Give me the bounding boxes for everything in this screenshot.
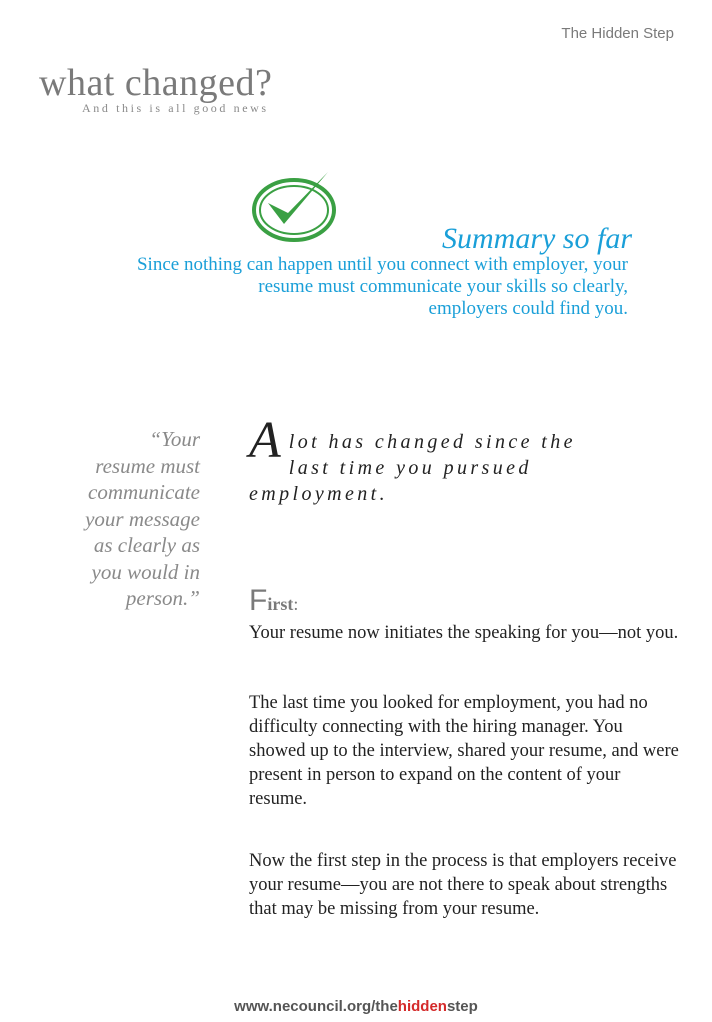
body-paragraph: Now the first step in the process is that employers receive your resume—you are not there to speak about strengths that may be missing from your resume. <box>249 851 677 919</box>
summary-line: resume must communicate your skills so clearly, <box>258 276 628 297</box>
summary-heading: Summary so far <box>441 222 632 255</box>
footer-url-suffix: step <box>446 998 478 1015</box>
summary-line: employers could find you. <box>428 298 628 319</box>
checkmark-icon <box>236 158 342 250</box>
lead-line: employment. <box>249 483 389 505</box>
section-heading <box>249 584 298 618</box>
pull-quote-line: person.” <box>125 586 200 610</box>
footer-url-accent: hidden <box>397 998 447 1015</box>
footer-url-prefix: www.necouncil.org/the <box>234 998 398 1015</box>
section-heading-rest: irst <box>267 594 294 614</box>
body-paragraph: The last time you looked for employment, you had no difficulty connecting with the hiring manager. You showed up to the interview, shared your resume, and were present in person to expand on the content of your resume. <box>249 693 679 809</box>
lead-paragraph <box>249 412 679 507</box>
lead-line: last time you pursued <box>288 457 532 479</box>
pull-quote-line: resume must <box>95 453 200 478</box>
pull-quote-line: communicate <box>88 480 200 504</box>
summary-line: Since nothing can happen until you connect with employer, your <box>136 254 628 275</box>
drop-cap: A <box>249 412 281 469</box>
summary-body <box>48 254 628 320</box>
running-title: The Hidden Step <box>561 25 674 42</box>
section-heading-cap: F <box>249 584 268 617</box>
lead-line: lot has changed since the <box>288 431 576 453</box>
footer-url[interactable] <box>0 998 712 1015</box>
page-title: what changed? <box>39 62 273 104</box>
page-subtitle: And this is all good news <box>82 101 269 115</box>
pull-quote-line: “Your <box>149 427 200 451</box>
section-heading-colon: : <box>293 594 299 614</box>
pull-quote <box>60 426 200 612</box>
pull-quote-line: you would in <box>91 559 200 584</box>
pull-quote-line: as clearly as <box>93 533 200 557</box>
body-paragraph: Your resume now initiates the speaking for you—not you. <box>249 623 679 643</box>
pull-quote-line: your message <box>85 506 200 531</box>
